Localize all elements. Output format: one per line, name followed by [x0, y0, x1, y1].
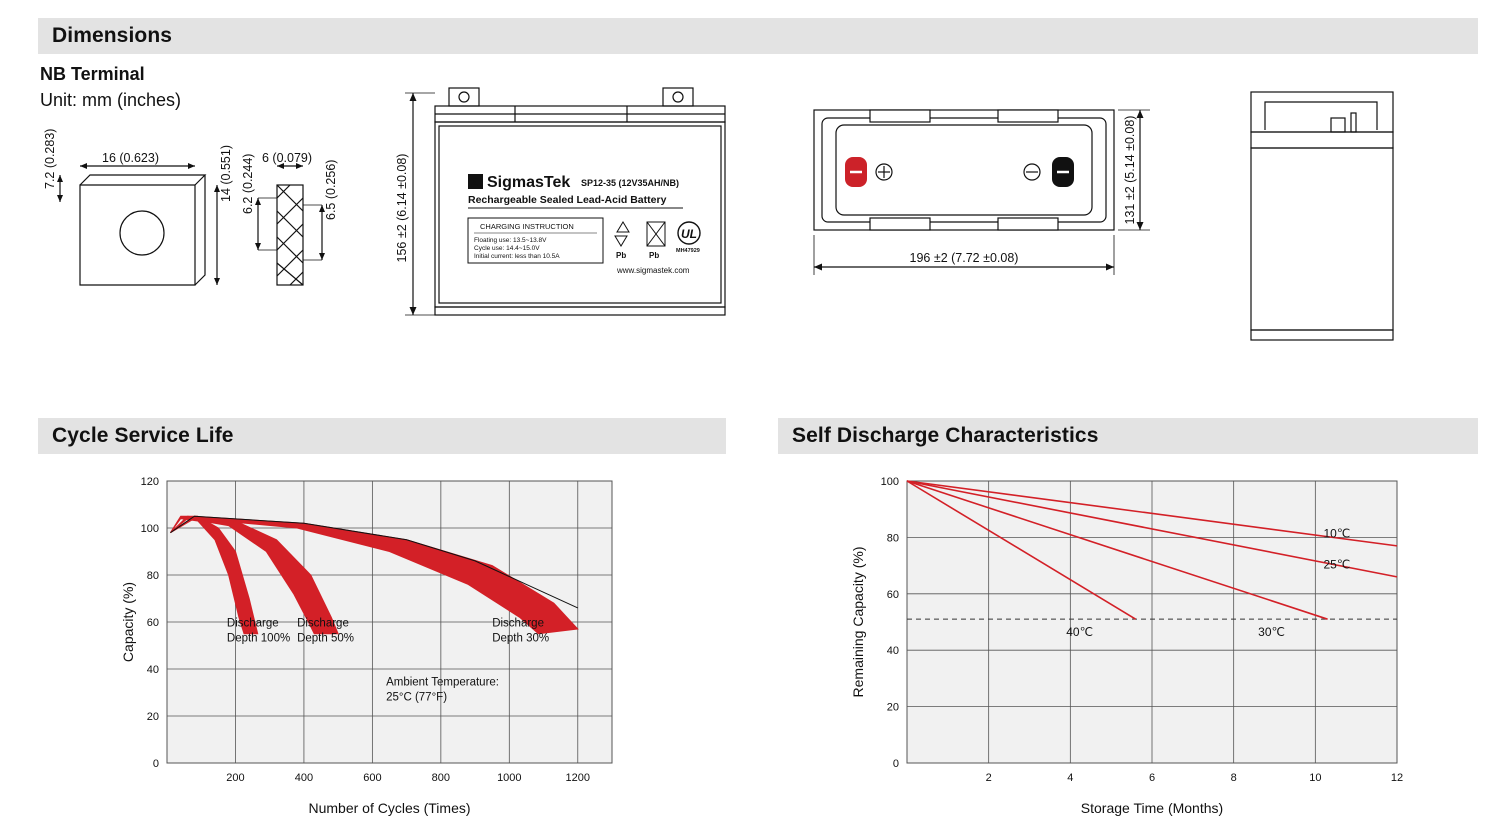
dimensions-section-header [38, 18, 1478, 54]
dim-battery-width: 196 ±2 (7.72 ±0.08) [909, 251, 1019, 265]
dim-terminal-top-width: 16 (0.623) [102, 151, 159, 165]
battery-perspective-view [1235, 80, 1435, 360]
y-tick-label: 100 [140, 523, 159, 535]
y-tick-label: 80 [146, 570, 159, 582]
chart-annotation: Discharge [297, 617, 349, 630]
x-tick-label: 6 [1148, 772, 1156, 784]
svg-text:Σ: Σ [471, 175, 479, 189]
chart-annotation: Ambient Temperature: [386, 676, 500, 689]
curve-label: 10℃ [1323, 526, 1351, 541]
recycle-icon [615, 222, 629, 260]
dim-terminal-side-height: 14 (0.551) [219, 145, 233, 202]
unit-note-label: Unit: mm (inches) [40, 90, 182, 110]
ul-mark-label: MH47929 [676, 248, 700, 254]
terminal-type-label: NB Terminal [40, 64, 145, 84]
model-number: SP12-35 (12V35AH/NB) [581, 178, 680, 188]
y-tick-label: 40 [886, 645, 899, 658]
curve-label: 30℃ [1258, 625, 1285, 640]
recycle-pb-label: Pb [616, 251, 627, 260]
cycle-service-life-chart [115, 465, 675, 815]
y-axis-label: Remaining Capacity (%) [850, 546, 866, 698]
charging-line-0: Floating use: 13.5~13.8V [474, 237, 547, 244]
y-tick-label: 60 [886, 588, 899, 601]
x-tick-label: 800 [431, 772, 451, 784]
dim-battery-height: 156 ±2 (6.14 ±0.08) [395, 153, 409, 263]
y-tick-label: 0 [152, 758, 159, 770]
x-tick-label: 2 [985, 772, 992, 784]
x-tick-label: 200 [226, 772, 245, 784]
battery-label [468, 174, 700, 275]
svg-text:UL: UL [681, 227, 697, 241]
chart-annotation: Depth 50% [297, 632, 354, 645]
x-tick-label: 1200 [565, 772, 591, 784]
curve-label: 25℃ [1323, 557, 1351, 572]
x-tick-label: 4 [1067, 772, 1074, 784]
brand-name: SigmasTek [487, 174, 571, 191]
charging-instruction-title: CHARGING INSTRUCTION [480, 222, 574, 231]
x-tick-label: 10 [1309, 772, 1322, 784]
no-trash-icon [647, 222, 665, 260]
no-trash-pb-label: Pb [649, 251, 660, 260]
x-tick-label: 1000 [497, 772, 522, 784]
y-tick-label: 120 [140, 476, 159, 488]
dim-battery-front-height: 131 ±2 (5.14 ±0.08) [1123, 115, 1137, 225]
charging-line-2: Initial current: less than 10.5A [474, 253, 560, 260]
x-axis-label: Storage Time (Months) [1080, 800, 1224, 816]
y-tick-label: 20 [146, 711, 159, 723]
y-tick-label: 60 [146, 617, 159, 629]
y-axis-label: Capacity (%) [120, 581, 136, 663]
self-discharge-chart [845, 465, 1425, 815]
positive-terminal [845, 157, 892, 187]
chart-annotation: Depth 30% [492, 632, 550, 645]
y-tick-label: 0 [892, 758, 899, 770]
y-tick-label: 100 [880, 476, 899, 488]
dim-terminal-inner-height: 6.2 (0.244) [241, 153, 255, 214]
dim-terminal-top-height: 7.2 (0.283) [43, 128, 57, 189]
chart-annotation: Depth 100% [226, 632, 291, 645]
self-discharge-title: Self Discharge Characteristics [792, 424, 1099, 447]
x-tick-label: 8 [1230, 772, 1237, 784]
x-axis-label: Number of Cycles (Times) [308, 800, 471, 816]
y-tick-label: 80 [886, 532, 899, 545]
cycle-service-life-section-header [38, 418, 726, 454]
y-tick-label: 40 [146, 664, 159, 676]
chart-annotation: Discharge [492, 617, 544, 630]
terminal-detail-drawing [30, 128, 370, 340]
charging-line-1: Cycle use: 14.4~15.0V [474, 245, 540, 252]
dim-terminal-thickness: 6 (0.079) [262, 151, 313, 165]
ul-icon [676, 222, 700, 254]
chart-annotation: 25°C (77°F) [386, 691, 448, 704]
battery-front-view [800, 95, 1180, 325]
x-tick-label: 400 [294, 772, 314, 784]
battery-side-view [395, 78, 755, 328]
label-website: www.sigmastek.com [617, 266, 690, 275]
y-tick-label: 20 [886, 701, 899, 714]
chart-annotation: Discharge [226, 617, 279, 630]
x-tick-label: 600 [363, 772, 382, 784]
x-tick-label: 12 [1390, 772, 1404, 784]
cycle-service-life-title: Cycle Service Life [52, 424, 234, 447]
label-subtitle: Rechargeable Sealed Lead-Acid Battery [468, 194, 667, 206]
dimensions-title: Dimensions [52, 24, 173, 47]
negative-terminal [1024, 157, 1074, 187]
curve-label: 40℃ [1066, 625, 1094, 640]
self-discharge-section-header [778, 418, 1478, 454]
dim-terminal-inner-height2: 6.5 (0.256) [324, 159, 338, 220]
